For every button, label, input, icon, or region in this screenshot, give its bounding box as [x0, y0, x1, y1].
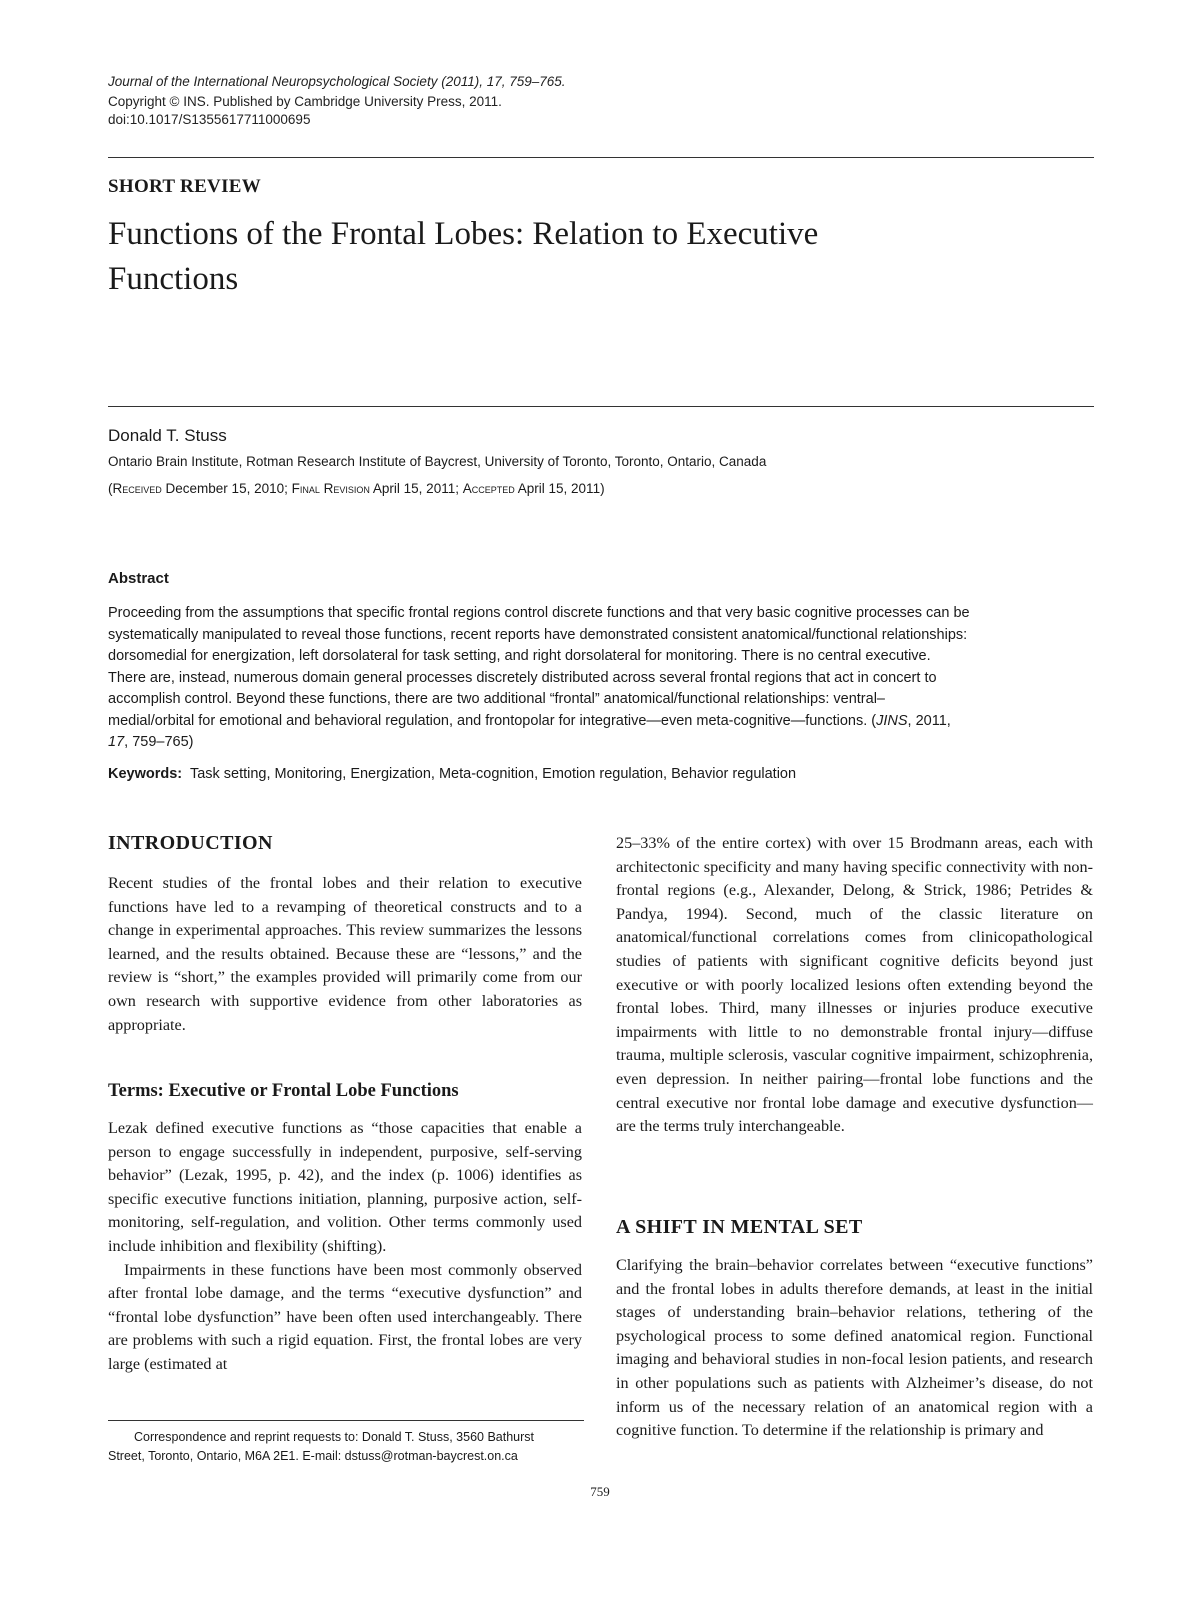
continued-paragraph: 25–33% of the entire cortex) with over 15 Brodmann areas, each with architectonic specificity and many having specific connectivity with non-frontal regions (e.g., Alexander, Delong, & Strick, 1986; Petrides & Pandya, 1994). Second, much of the classic literature on anatomical/functional correlations comes from clinicopathological studies of patients with significant cognitive deficits beyond just executive or with poorly localized lesions often extending beyond the frontal lobes. Third, many illnesses or injuries produce executive impairments with little to no demonstrable frontal injury—diffuse trauma, multiple sclerosis, vascular cognitive impairment, schizophrenia, even depression. In neither pairing—frontal lobe functions and the central executive nor frontal lobe damage and executive dysfunction—are the terms truly interchangeable. — [616, 834, 1093, 1136]
keywords-line: Keywords: Task setting, Monitoring, Energization, Meta-cognition, Emotion regulation, Behavior regulation — [108, 766, 797, 782]
header-rule — [108, 157, 1094, 158]
author-affiliation: Ontario Brain Institute, Rotman Research Institute of Baycrest, University of Toronto, Toronto, Ontario, Canada — [108, 454, 767, 469]
abstract-heading: Abstract — [108, 570, 169, 587]
shift-paragraph: Clarifying the brain–behavior correlates between “executive functions” and the frontal lobes in adults therefore demands, at least in the initial stages of understanding brain–behavior relations, tethering of the psychological process to some defined anatomical region. Functional imaging and behavioral studies in non-focal lesion patients, and research in other populations such as patients with Alzheimer’s disease, do not inform us of the necessary relation of an anatomical region with a cognitive function. To determine if the relationship is primary and — [616, 1256, 1093, 1440]
copyright-line: Copyright © INS. Published by Cambridge University Press, 2011. — [108, 94, 502, 109]
shift-heading: A SHIFT IN MENTAL SET — [616, 1216, 863, 1238]
abstract-text: Proceeding from the assumptions that specific frontal regions control discrete functions and that very basic cognitive processes can be systematically manipulated to reveal those functions, recent reports have demonstrated consistent anatomical/functional relationships: dorsomedial for energization, left dorsolateral for task setting, and right dorsolateral for monitoring. There is no central executive. There are, instead, numerous domain general processes discretely distributed across several frontal regions that act in concert to accomplish control. Beyond these functions, there are two additional “frontal” anatomical/functional relationships: ventral–medial/orbital for emotional and behavioral regulation, and frontopolar for integrative—even meta-cognitive—functions. (JINS, 2011, 17, 759–765) — [108, 605, 970, 750]
page-number: 759 — [590, 1484, 610, 1499]
author-name: Donald T. Stuss — [108, 426, 227, 445]
introduction-heading: INTRODUCTION — [108, 832, 273, 854]
correspondence-footnote: Correspondence and reprint requests to: Donald T. Stuss, 3560 Bathurst Street, Toronto, Ontario, M6A 2E1. E-mail: dstuss@rotman-baycrest.on.ca — [108, 1430, 535, 1463]
section-label: SHORT REVIEW — [108, 176, 262, 197]
title-rule — [108, 406, 1094, 407]
footnote-rule — [108, 1420, 584, 1421]
intro-paragraph: Recent studies of the frontal lobes and their relation to executive functions have led to a revamping of theoretical constructs and to a change in experimental approaches. This review summarizes the lessons learned, and the results obtained. Because these are “lessons,” and the review is “short,” the examples provided will primarily come from our own research with supportive evidence from other laboratories as appropriate. — [108, 874, 582, 1034]
terms-heading: Terms: Executive or Frontal Lobe Functions — [108, 1081, 459, 1101]
journal-citation: Journal of the International Neuropsychological Society (2011), 17, 759–765. — [108, 74, 566, 89]
article-dates: (Received December 15, 2010; Final Revision April 15, 2011; Accepted April 15, 2011) — [108, 481, 605, 496]
terms-paragraph-1: Lezak defined executive functions as “those capacities that enable a person to engage successfully in independent, purposive, self-serving behavior” (Lezak, 1995, p. 42), and the index (p. 1006) identifies as specific executive functions initiation, planning, purposive action, self-monitoring, self-regulation, and volition. Other terms commonly used include inhibition and flexibility (shifting). — [108, 1119, 582, 1255]
terms-paragraph-2: Impairments in these functions have been most commonly observed after frontal lobe damage, and the terms “executive dysfunction” and “frontal lobe dysfunction” have been often used interchangeably. There are problems with such a rigid equation. First, the frontal lobes are very large (estimated at — [108, 1260, 582, 1373]
doi-line[interactable]: doi:10.1017/S1355617711000695 — [108, 112, 311, 127]
terms-paragraphs — [108, 1117, 582, 1377]
article-title: Functions of the Frontal Lobes: Relation to Executive Functions — [108, 216, 819, 297]
